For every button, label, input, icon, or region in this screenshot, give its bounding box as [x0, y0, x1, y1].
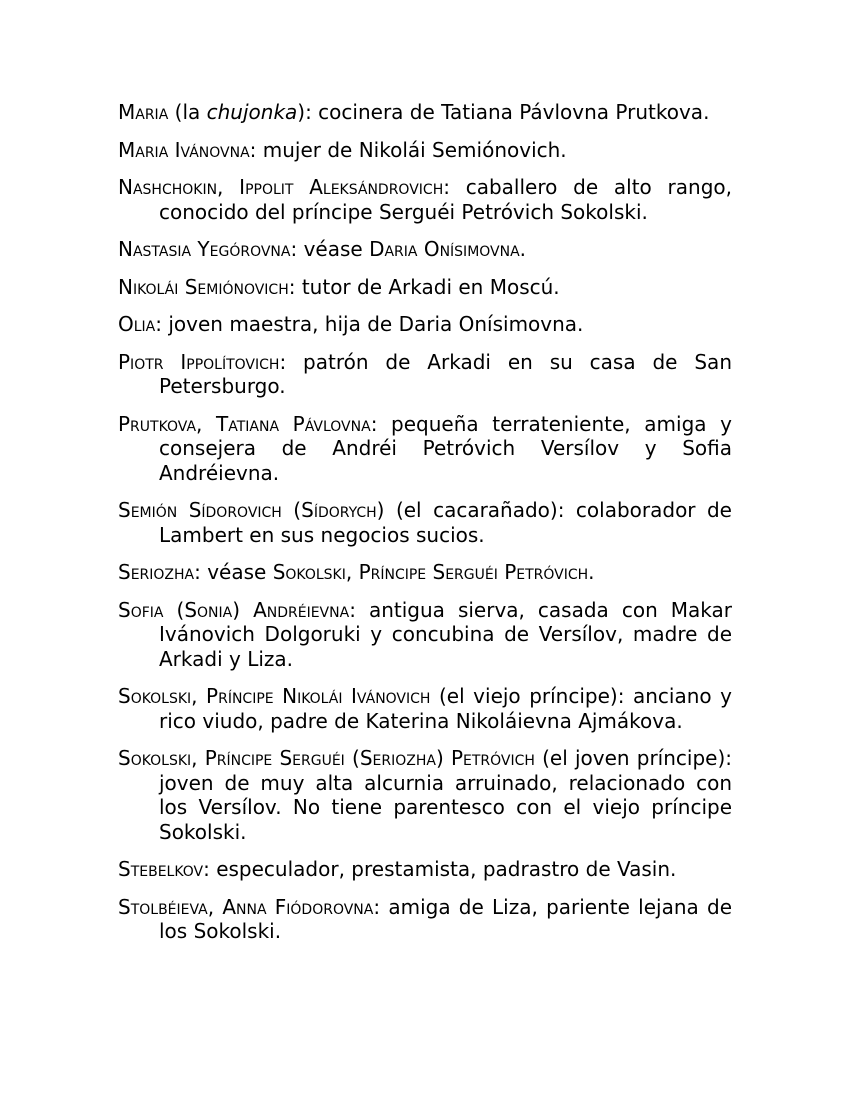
entry-reference: Sokolski, Príncipe Serguéi Petróvich [272, 560, 589, 584]
entry-alt-name: Sonia [184, 597, 233, 622]
entry-maria [118, 100, 732, 125]
entry-alt-name: Sídorych [301, 498, 377, 522]
entry-alt-name: Seriozha [359, 746, 436, 770]
entry-name: Nastasia Yegórovna [118, 237, 291, 261]
entry-text: : véase [290, 237, 370, 261]
entry-name: Sokolski, Príncipe Serguéi [118, 746, 345, 770]
entry-text: (la [168, 100, 207, 124]
entry-name-tail: Andréievna [253, 597, 350, 622]
entry-text: : pequeña terrateniente, amiga y consejera de Andréi Petróvich Versílov y Sofia Andréievna. [159, 411, 732, 485]
entry-name: Nikolái Semiónovich [118, 274, 289, 299]
entry-text: ): cocinera de Tatiana Pávlovna Prutkova. [297, 100, 710, 124]
entry-text: (el joven príncipe): joven de muy alta alcurnia arruinado, relacionado con los Versílov. No tiene parentesco con el viejo príncipe Sokolski. [159, 746, 732, 844]
glossary-page [118, 100, 732, 957]
entry-text: : caballero de alto rango, conocido del príncipe Serguéi Petróvich Sokolski. [159, 175, 732, 224]
entry-nikolai [118, 275, 732, 300]
entry-name: Semión Sídorovich [118, 498, 282, 522]
entry-name: Stolbéieva, Anna Fiódorovna [118, 894, 374, 919]
entry-piotr [118, 350, 732, 399]
entry-text: : patrón de Arkadi en su casa de San Petersburgo. [159, 349, 732, 398]
entry-text: : amiga de Liza, pariente lejana de los Sokolski. [159, 894, 732, 943]
entry-text: ( [163, 597, 185, 622]
entry-sokolski-serguei [118, 746, 732, 844]
entry-maria-ivanovna [118, 138, 732, 163]
entry-name: Olia [118, 312, 156, 336]
entry-prutkova [118, 412, 732, 486]
entry-text: : joven maestra, hija de Daria Onísimovna. [155, 312, 584, 336]
entry-stolbeieva [118, 895, 732, 944]
entry-nashchokin [118, 175, 732, 224]
entry-semion [118, 498, 732, 547]
entry-olia [118, 312, 732, 337]
entry-seriozha [118, 560, 732, 585]
entry-name: Maria Ivánovna [118, 137, 250, 162]
entry-name: Prutkova, Tatiana Pávlovna [118, 411, 371, 436]
entry-sokolski-nikolai [118, 684, 732, 733]
entry-text: ( [344, 746, 360, 770]
entry-text: ) [232, 597, 254, 622]
entry-text: : mujer de Nikolái Semiónovich. [249, 137, 567, 162]
entry-name: Nashchokin, Ippolit Aleksándrovich [118, 175, 444, 199]
entry-text: . [519, 237, 527, 261]
entry-stebelkov [118, 857, 732, 882]
entry-sofia [118, 598, 732, 672]
entry-name: Stebelkov [118, 857, 204, 881]
entry-nastasia [118, 237, 732, 262]
entry-text: ) [435, 746, 451, 770]
entry-reference: Daria Onísimovna [369, 237, 520, 261]
entry-name-tail: Petróvich [450, 746, 535, 770]
entry-text: : véase [194, 560, 273, 584]
entry-text: : especulador, prestamista, padrastro de Vasin. [203, 857, 677, 881]
entry-italic: chujonka [206, 100, 298, 124]
entry-name: Maria [118, 100, 169, 124]
entry-name: Seriozha [118, 560, 195, 584]
entry-text: (el viejo príncipe): anciano y rico viudo, padre de Katerina Nikoláievna Ajmákova. [159, 684, 732, 733]
entry-name: Piotr Ippolítovich [118, 349, 280, 374]
entry-name: Sokolski, Príncipe Nikolái Ivánovich [118, 684, 431, 708]
entry-text: . [588, 560, 595, 584]
entry-name: Sofia [118, 597, 164, 622]
entry-text: ( [281, 498, 302, 522]
entry-text: : antigua sierva, casada con Makar Ivánovich Dolgoruki y concubina de Versílov, madre de Arkadi y Liza. [159, 597, 732, 671]
entry-text: : tutor de Arkadi en Moscú. [288, 274, 560, 299]
entry-text: ) (el cacarañado): colaborador de Lambert en sus negocios sucios. [159, 498, 732, 547]
